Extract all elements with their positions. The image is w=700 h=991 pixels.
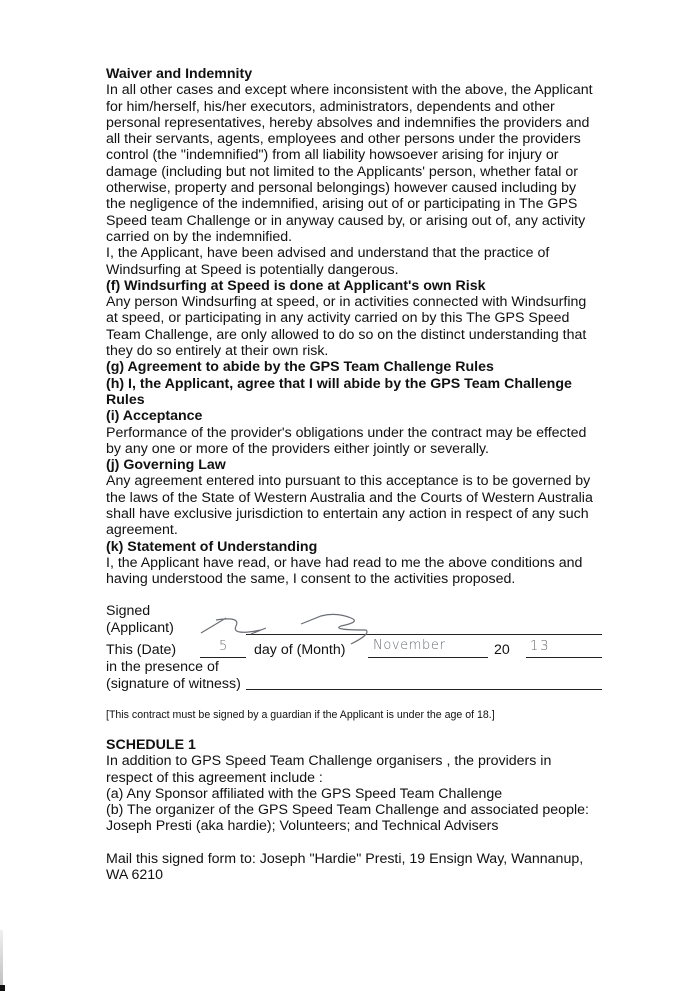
schedule-line: (a) Any Sponsor affiliated with the GPS Speed Team Challenge xyxy=(106,785,503,802)
section-k-line: I, the Applicant have read, or have had read to me the above conditions and xyxy=(106,554,583,571)
waiver-line: otherwise, property and personal belongings) however caused including by xyxy=(106,180,577,197)
section-f-line: at speed, or participating in any activity carried on by this The GPS Speed xyxy=(106,310,570,327)
mail-address-line: Mail this signed form to: Joseph "Hardie" Presti, 19 Ensign Way, Wannanup, xyxy=(106,850,584,867)
waiver-line: I, the Applicant, have been advised and understand that the practice of xyxy=(106,245,550,262)
witness-label-2: (signature of witness) xyxy=(106,676,241,692)
section-j-line: agreement. xyxy=(106,522,178,539)
scan-edge-shadow xyxy=(0,930,3,991)
guardian-note: [This contract must be signed by a guardian if the Applicant is under the age of 18.] xyxy=(106,709,495,721)
schedule-line: (b) The organizer of the GPS Speed Team Challenge and associated people: xyxy=(106,802,589,819)
date-field[interactable] xyxy=(200,657,246,658)
year-value: 13 xyxy=(530,639,551,654)
section-j-line: Any agreement entered into pursuant to this acceptance is to be governed by xyxy=(106,473,591,490)
month-label: day of (Month) xyxy=(254,642,346,658)
agreement-body xyxy=(106,66,596,588)
waiver-line: all their servants, agents, employees and other persons under the providers xyxy=(106,131,581,148)
waiver-line: In all other cases and except where inconsistent with the above, the Applicant xyxy=(106,82,593,99)
month-value: November xyxy=(373,638,446,653)
section-i-heading: (i) Acceptance xyxy=(106,408,203,425)
date-value: 5 xyxy=(219,639,228,654)
section-j-heading: (j) Governing Law xyxy=(106,457,226,474)
section-f-line: they do so entirely at their own risk. xyxy=(106,343,329,360)
section-f-line: Any person Windsurfing at speed, or in activities connected with Windsurfing xyxy=(106,294,587,311)
schedule-line: Joseph Presti (aka hardie); Volunteers; and Technical Advisers xyxy=(106,818,499,835)
signed-label-1: Signed xyxy=(106,603,151,619)
section-h-heading-cont: Rules xyxy=(106,391,145,408)
schedule-1 xyxy=(106,737,606,883)
waiver-line: damage (including but not limited to the Applicants' person, whether fatal or xyxy=(106,163,578,180)
waiver-line: Windsurfing at Speed is potentially dangerous. xyxy=(106,261,399,278)
section-i-line: Performance of the provider's obligations under the contract may be effected xyxy=(106,424,587,441)
witness-signature-field[interactable] xyxy=(246,689,602,690)
section-f-line: Team Challenge, are only allowed to do so on the distinct understanding that xyxy=(106,326,587,343)
date-label: This (Date) xyxy=(106,642,177,658)
section-j-line: the laws of the State of Western Australia and the Courts of Western Australia xyxy=(106,489,593,506)
schedule-line: respect of this agreement include : xyxy=(106,769,323,786)
month-field[interactable] xyxy=(368,657,488,658)
signed-label-2: (Applicant) xyxy=(106,620,174,636)
section-k-line: having understood the same, I consent to the activities proposed. xyxy=(106,571,516,588)
schedule-line: In addition to GPS Speed Team Challenge organisers , the providers in xyxy=(106,753,552,770)
witness-label-1: in the presence of xyxy=(106,659,219,675)
waiver-line: control (the "indemnified") from all liability howsoever arising for injury or xyxy=(106,147,559,164)
section-f-heading: (f) Windsurfing at Speed is done at Applicant's own Risk xyxy=(106,277,486,294)
waiver-line: Speed team Challenge or in anyway caused by, or arising out of, any activity xyxy=(106,212,586,229)
section-k-heading: (k) Statement of Understanding xyxy=(106,538,318,555)
year-prefix: 20 xyxy=(494,642,510,658)
year-field[interactable] xyxy=(526,657,602,658)
section-g-heading: (g) Agreement to abide by the GPS Team Challenge Rules xyxy=(106,359,494,376)
scan-edge-mark xyxy=(0,985,5,991)
waiver-line: carried on by the indemnified. xyxy=(106,228,293,245)
section-h-heading: (h) I, the Applicant, agree that I will abide by the GPS Team Challenge xyxy=(106,375,572,392)
section-i-line: by any one or more of the providers either jointly or severally. xyxy=(106,440,489,457)
waiver-line: personal representatives, hereby absolves and indemnifies the providers and xyxy=(106,114,590,131)
waiver-line: the negligence of the indemnified, arising out of or participating in The GPS xyxy=(106,196,578,213)
waiver-line: for him/herself, his/her executors, administrators, dependents and other xyxy=(106,98,555,115)
waiver-heading: Waiver and Indemnity xyxy=(106,66,253,82)
section-j-line: shall have exclusive jurisdiction to entertain any action in respect of any such xyxy=(106,506,589,523)
mail-address-line: WA 6210 xyxy=(106,867,164,884)
schedule-heading: SCHEDULE 1 xyxy=(106,737,196,753)
